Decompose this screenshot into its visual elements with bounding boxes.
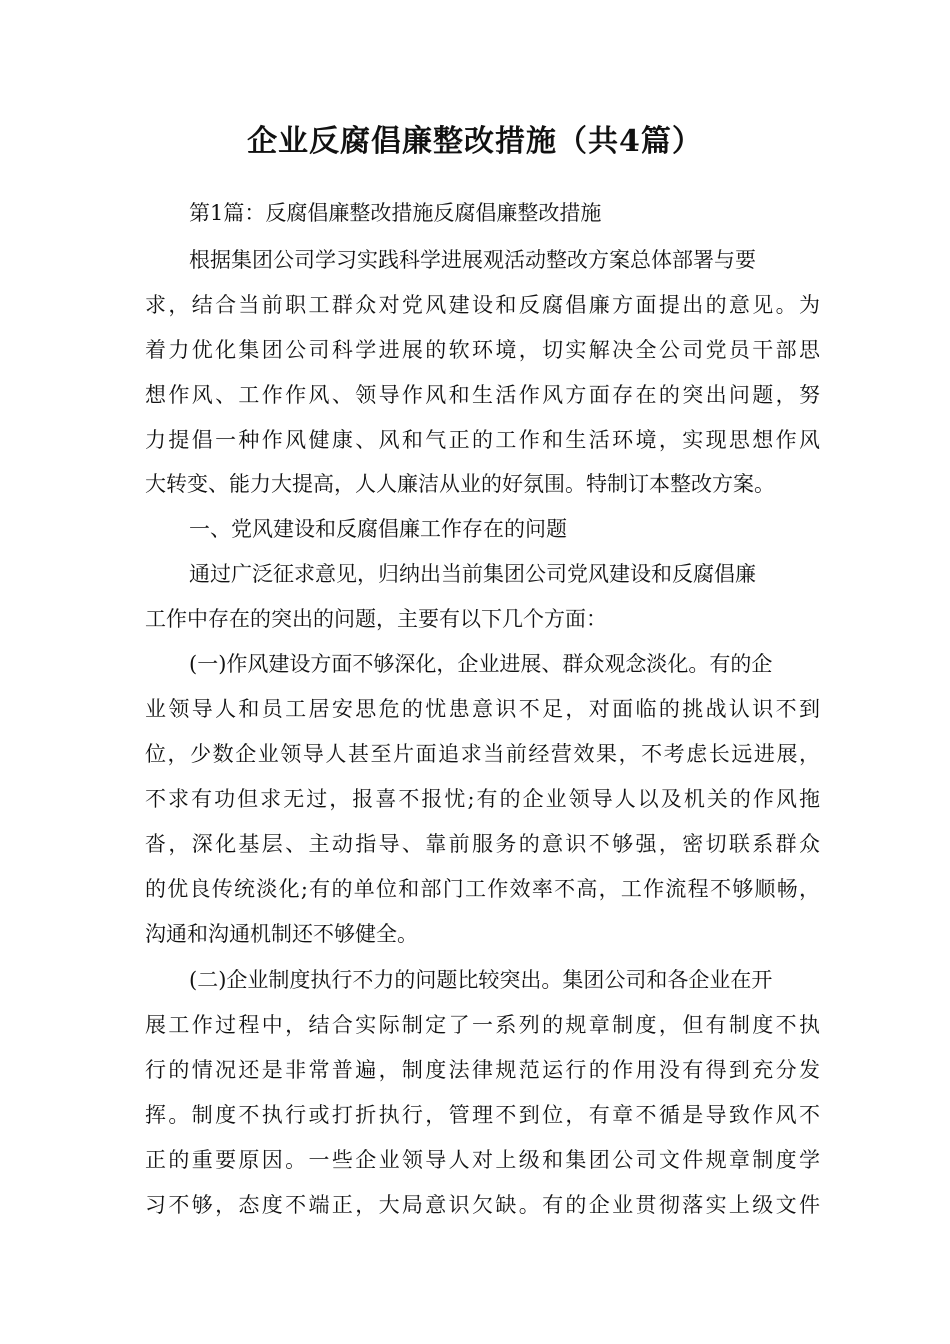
paragraph-line: 根据集团公司学习实践科学进展观活动整改方案总体部署与要 bbox=[189, 248, 756, 272]
paragraph-line: 大转变、能力大提高，人人廉洁从业的好氛围。特制订本整改方案。 bbox=[145, 472, 775, 496]
paragraph-line: 习不够，态度不端正，大局意识欠缺。有的企业贯彻落实上级文件 bbox=[145, 1193, 820, 1217]
paragraph-line: 沓，深化基层、主动指导、靠前服务的意识不够强，密切联系群众 bbox=[145, 832, 820, 856]
paragraph-line: 行的情况还是非常普遍，制度法律规范运行的作用没有得到充分发 bbox=[145, 1058, 820, 1082]
paragraph-line: 挥。制度不执行或打折执行，管理不到位，有章不循是导致作风不 bbox=[145, 1103, 820, 1127]
paragraph-line: 沟通和沟通机制还不够健全。 bbox=[145, 922, 418, 946]
paragraph-line: (一)作风建设方面不够深化，企业进展、群众观念淡化。有的企 bbox=[189, 652, 773, 676]
paragraph-line: 工作中存在的突出的问题，主要有以下几个方面： bbox=[145, 607, 607, 631]
document-title: 企业反腐倡廉整改措施（共4篇） bbox=[247, 124, 703, 159]
paragraph-line: 通过广泛征求意见，归纳出当前集团公司党风建设和反腐倡廉 bbox=[189, 562, 756, 586]
paragraph-line: 的优良传统淡化;有的单位和部门工作效率不高，工作流程不够顺畅， bbox=[145, 877, 820, 901]
section-heading-2: 一、党风建设和反腐倡廉工作存在的问题 bbox=[189, 517, 567, 541]
paragraph-line: 求，结合当前职工群众对党风建设和反腐倡廉方面提出的意见。为 bbox=[145, 293, 820, 317]
paragraph-line: 展工作过程中，结合实际制定了一系列的规章制度，但有制度不执 bbox=[145, 1013, 820, 1037]
paragraph-line: 想作风、工作作风、领导作风和生活作风方面存在的突出问题，努 bbox=[145, 383, 820, 407]
paragraph-line: 业领导人和员工居安思危的忧患意识不足，对面临的挑战认识不到 bbox=[145, 697, 820, 721]
paragraph-line: 力提倡一种作风健康、风和气正的工作和生活环境，实现思想作风 bbox=[145, 428, 820, 452]
section-heading-1: 第1篇：反腐倡廉整改措施反腐倡廉整改措施 bbox=[189, 201, 602, 225]
paragraph-line: (二)企业制度执行不力的问题比较突出。集团公司和各企业在开 bbox=[189, 968, 773, 992]
paragraph-line: 位，少数企业领导人甚至片面追求当前经营效果，不考虑长远进展， bbox=[145, 742, 820, 766]
paragraph-line: 着力优化集团公司科学进展的软环境，切实解决全公司党员干部思 bbox=[145, 338, 820, 362]
paragraph-line: 不求有功但求无过，报喜不报忧;有的企业领导人以及机关的作风拖 bbox=[145, 787, 820, 811]
paragraph-line: 正的重要原因。一些企业领导人对上级和集团公司文件规章制度学 bbox=[145, 1148, 820, 1172]
